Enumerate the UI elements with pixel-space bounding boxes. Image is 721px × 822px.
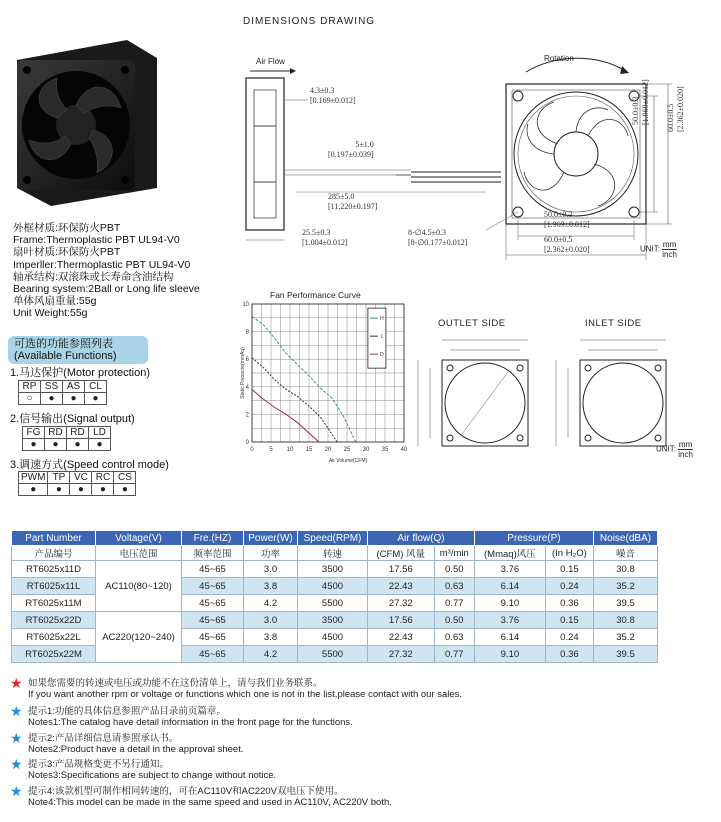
x-tick-label: 5 xyxy=(269,447,273,453)
fn-header: VC xyxy=(70,472,92,484)
fn-header: RC xyxy=(92,472,114,484)
x-tick-label: 35 xyxy=(381,447,389,453)
th-part: Part Number xyxy=(12,531,96,546)
x-tick-label: 0 xyxy=(250,447,254,453)
note-contact: ★ 如果您需要的转速或电压或功能不在这份清单上，请与我们业务联系。 If you want another rpm or voltage or functions which one is not in the list,please contact with our sales. xyxy=(10,675,463,700)
note-3: ★ 提示3:产品规格变更不另行通知。 Notes3:Specifications are subject to change without notice. xyxy=(10,756,277,781)
fn-header: CS xyxy=(114,472,136,484)
sub-m3: m³/min xyxy=(434,546,474,561)
fn-header: PWM xyxy=(19,472,48,484)
x-tick-label: 30 xyxy=(362,447,370,453)
x-axis-label: Air Volume(CFM) xyxy=(328,458,368,464)
dim-25-5: 25.5±0.3 [1.004±0.012] xyxy=(302,228,348,247)
spec-line: Unit Weight:55g xyxy=(13,307,88,320)
spec-line: Bearing system:2Ball or Long life sleeve xyxy=(13,283,200,296)
table-row: RT6025x11M 45~65 4.2 5500 27.32 0.77 9.10 0.36 39.5 xyxy=(12,595,658,612)
function-group-title: 1.马达保护(Motor protection) xyxy=(10,367,150,379)
sub-part: 产品编号 xyxy=(12,546,96,561)
dim-50-v: 50.0±0.3 [1.969±0.012] xyxy=(631,79,650,125)
sub-noise: 噪音 xyxy=(594,546,658,561)
dim-4-3: 4.3±0.3 [0.169±0.012] xyxy=(310,86,356,105)
note-1: ★ 提示1:功能的具体信息参照产品目录前页篇章。 Notes1:The catalog have detail information in the front page for the functions. xyxy=(10,703,353,728)
voltage-group: AC110(80~120) xyxy=(96,561,182,612)
fn-header: RD xyxy=(67,427,89,439)
airflow-label: Air Flow xyxy=(256,57,285,66)
function-table-speed xyxy=(18,471,136,496)
y-tick-label: 8 xyxy=(245,329,249,336)
fn-header: AS xyxy=(63,381,85,393)
y-tick-label: 6 xyxy=(245,357,249,364)
sub-speed: 转速 xyxy=(298,546,368,561)
fan-photo xyxy=(9,38,159,208)
fn-mark: ● xyxy=(63,393,85,405)
fn-header: RP xyxy=(19,381,41,393)
page-title: DIMENSIONS DRAWING xyxy=(243,16,376,27)
x-tick-label: 40 xyxy=(400,447,408,453)
fn-header: RD xyxy=(45,427,67,439)
outlet-title: OUTLET SIDE xyxy=(438,318,506,329)
spec-line: 扇叶材质:环保防火PBT xyxy=(13,246,121,259)
fn-header: FG xyxy=(23,427,45,439)
fn-mark: ● xyxy=(48,484,70,496)
outlet-drawing xyxy=(410,330,540,465)
th-voltage: Voltage(V) xyxy=(96,531,182,546)
function-table-signal xyxy=(22,426,111,451)
fn-mark: ● xyxy=(85,393,107,405)
table-subheader-row xyxy=(12,546,658,561)
fn-mark: ● xyxy=(70,484,92,496)
functions-banner-en: (Available Functions) xyxy=(14,350,117,362)
dim-holes: 8-∅4.5±0.3 [8-∅0.177±0.012] xyxy=(408,228,468,247)
performance-chart xyxy=(240,290,420,465)
x-tick-label: 15 xyxy=(305,447,313,453)
fn-mark: ● xyxy=(19,484,48,496)
table-row: RT6025x22L 45~65 3.8 4500 22.43 0.63 6.14 0.24 35.2 xyxy=(12,629,658,646)
table-row: RT6025x11L 45~65 3.8 4500 22.43 0.63 6.14 0.24 35.2 xyxy=(12,578,658,595)
y-tick-label: 10 xyxy=(242,302,249,308)
table-header-row xyxy=(12,531,658,546)
fn-header: LD xyxy=(89,427,111,439)
star-icon: ★ xyxy=(10,756,23,772)
dim-50-h: 50.0±0.3 [1.969±0.012] xyxy=(544,210,590,229)
y-axis-label: Static Pressure(mmAq) xyxy=(240,347,246,399)
series-line-h xyxy=(252,316,356,442)
unit-legend-2: UNIT: mm inch xyxy=(656,440,693,459)
chart-title: Fan Performance Curve xyxy=(270,290,361,300)
legend-label: H xyxy=(380,316,384,323)
fn-mark: ● xyxy=(92,484,114,496)
dim-285: 285±5.0 [11.220±0.197] xyxy=(328,192,378,211)
spec-line: 外框材质:环保防火PBT xyxy=(13,222,121,234)
x-tick-label: 10 xyxy=(286,447,294,453)
fn-mark: ● xyxy=(23,439,45,451)
chart-svg xyxy=(240,290,420,465)
voltage-group: AC220(120~240) xyxy=(96,612,182,663)
spec-line: Frame:Thermoplastic PBT UL94-V0 xyxy=(13,234,180,247)
functions-banner-cn: 可选的功能参照列表 xyxy=(14,338,113,350)
sub-mmaq: (Mmaq)风压 xyxy=(474,546,545,561)
th-speed: Speed(RPM) xyxy=(298,531,368,546)
fn-mark: ● xyxy=(41,393,63,405)
th-pressure: Pressure(P) xyxy=(474,531,593,546)
star-icon: ★ xyxy=(10,703,23,719)
dim-60-h: 60.0±0.5 [2.362±0.020] xyxy=(544,235,590,254)
rotation-label: Rotation xyxy=(544,54,574,63)
y-tick-label: 0 xyxy=(245,440,249,446)
function-table-motor xyxy=(18,380,107,405)
table-row: RT6025x22D AC220(120~240) 45~65 3.0 3500 17.56 0.50 3.76 0.15 30.8 xyxy=(12,612,658,629)
y-tick-label: 4 xyxy=(245,384,249,391)
spec-line: 轴承结构:双滚珠或长寿命含油结构 xyxy=(13,270,174,283)
dimension-drawing xyxy=(236,40,696,270)
spec-table xyxy=(11,530,658,663)
functions-banner xyxy=(8,336,148,364)
fn-mark: ● xyxy=(89,439,111,451)
fn-mark: ● xyxy=(45,439,67,451)
th-airflow: Air flow(Q) xyxy=(368,531,475,546)
dim-5: 5±1.0 [0.197±0.039] xyxy=(328,140,374,159)
sub-power: 功率 xyxy=(244,546,298,561)
sub-inh2o: (In H₂O) xyxy=(545,546,593,561)
star-icon: ★ xyxy=(10,675,23,691)
legend-label: D xyxy=(380,352,384,359)
fn-header: TP xyxy=(48,472,70,484)
spec-line: Imperller:Thermoplastic PBT UL94-V0 xyxy=(13,258,191,271)
unit-legend: UNIT: mm inch xyxy=(640,240,677,259)
function-group-title: 3.调速方式(Speed control mode) xyxy=(10,459,169,471)
fn-mark: ○ xyxy=(19,393,41,405)
star-icon: ★ xyxy=(10,730,23,746)
y-tick-label: 2 xyxy=(245,412,249,419)
spec-line: 单体风扇重量:55g xyxy=(13,295,97,308)
table-row: RT6025x22M 45~65 4.2 5500 27.32 0.77 9.10 0.36 39.5 xyxy=(12,646,658,663)
function-group-title: 2.信号输出(Signal output) xyxy=(10,413,135,425)
inlet-title: INLET SIDE xyxy=(585,318,642,329)
fn-header: CL xyxy=(85,381,107,393)
sub-freq: 频率范围 xyxy=(182,546,244,561)
sub-cfm: (CFM) 风量 xyxy=(368,546,435,561)
dim-60-v: 60.0±0.5 [2.362±0.020] xyxy=(666,86,685,132)
th-power: Power(W) xyxy=(244,531,298,546)
sub-voltage: 电压范围 xyxy=(96,546,182,561)
x-tick-label: 20 xyxy=(324,447,332,453)
star-icon: ★ xyxy=(10,783,23,799)
spec-list xyxy=(13,222,200,320)
x-tick-label: 25 xyxy=(343,447,351,453)
th-freq: Fre.(HZ) xyxy=(182,531,244,546)
table-row: RT6025x11D AC110(80~120) 45~65 3.0 3500 17.56 0.50 3.76 0.15 30.8 xyxy=(12,561,658,578)
fn-mark: ● xyxy=(114,484,136,496)
th-noise: Noise(dBA) xyxy=(594,531,658,546)
legend-label: L xyxy=(380,334,384,341)
note-4: ★ 提示4:该款机型可制作相同转速的，可在AC110V和AC220V双电压下使用。 Note4:This model can be made in the same speed and used in AC110V, AC220V both. xyxy=(10,783,392,808)
fn-mark: ● xyxy=(67,439,89,451)
note-2: ★ 提示2:产品详细信息请参照承认书。 Notes2:Product have a detail in the approval sheet. xyxy=(10,730,244,755)
fn-header: SS xyxy=(41,381,63,393)
